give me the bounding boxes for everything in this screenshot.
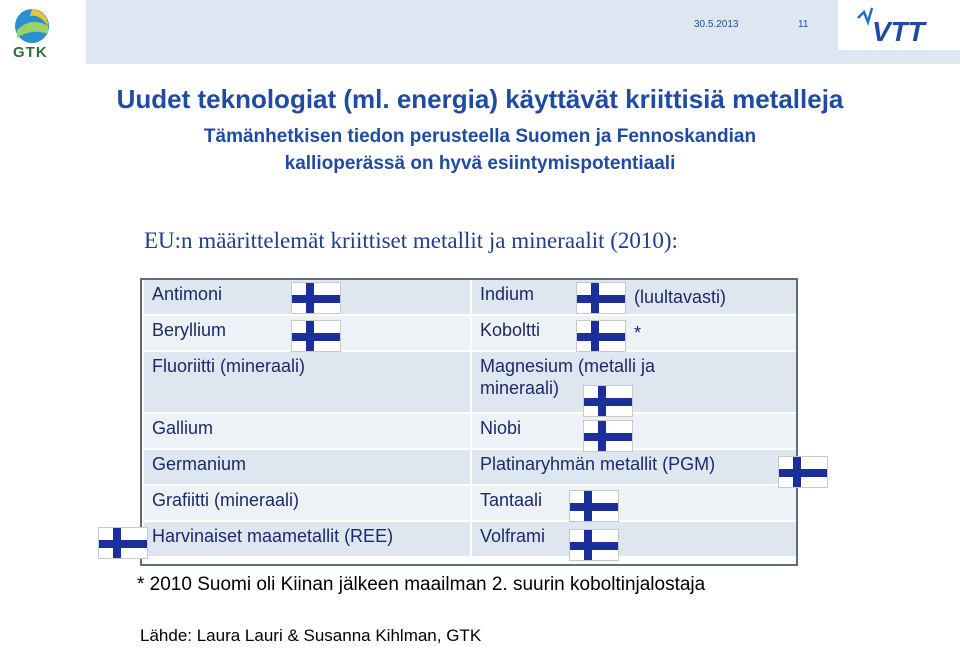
table-cell: Indium [471, 279, 797, 315]
finnish-flag-icon [583, 420, 633, 452]
finnish-flag-icon [569, 490, 619, 522]
vtt-logo-icon [852, 4, 952, 44]
table-cell: Grafiitti (mineraali) [143, 485, 471, 521]
finnish-flag-icon [583, 385, 633, 417]
slide-subtitle-text: Tämänhetkisen tiedon perusteella Suomen ja Fennoskandian kallioperässä on hyvä esiintymispotentiaali [203, 126, 757, 174]
table-row [143, 315, 797, 351]
table-cell: Magnesium (metalli ja mineraali) [471, 351, 797, 413]
critical-metals-table [142, 278, 798, 558]
slide-title: Uudet teknologiat (ml. energia) käyttävät kriittisiä metalleja [116, 84, 844, 114]
finnish-flag-icon [576, 320, 626, 352]
footnote: * 2010 Suomi oli Kiinan jälkeen maailman 2. suurin koboltinjalostaja [137, 574, 706, 595]
table-cell: Germanium [143, 449, 471, 485]
finnish-flag-icon [291, 320, 341, 352]
table-cell: Koboltti [471, 315, 797, 351]
table-cell: Harvinaiset maametallit (REE) [143, 521, 471, 557]
table-cell: Volframi [471, 521, 797, 557]
slide-subtitle [0, 123, 960, 177]
slide-date: 30.5.2013 [694, 19, 739, 30]
table-cell: Gallium [143, 413, 471, 449]
eu-critical-heading: EU:n määrittelemät kriittiset metallit ja mineraalit (2010): [144, 228, 678, 253]
table-row [143, 521, 797, 557]
table-row [143, 413, 797, 449]
table-cell: Platinaryhmän metallit (PGM) [471, 449, 797, 485]
finnish-flag-icon [569, 529, 619, 561]
source-credit: Lähde: Laura Lauri & Susanna Kihlman, GTK [140, 626, 482, 645]
indium-note: (luultavasti) [634, 287, 727, 307]
gtk-logo-text: GTK [13, 44, 48, 61]
slide-page-number: 11 [798, 19, 809, 30]
table-cell: Antimoni [143, 279, 471, 315]
table-row [143, 351, 797, 413]
vtt-logo-text: VTT [872, 16, 925, 44]
table-cell: Niobi [471, 413, 797, 449]
table-cell: Beryllium [143, 315, 471, 351]
table-row [143, 449, 797, 485]
table-row [143, 485, 797, 521]
finnish-flag-icon [98, 527, 148, 559]
header-bar [86, 0, 960, 64]
finnish-flag-icon [778, 456, 828, 488]
finnish-flag-icon [291, 282, 341, 314]
cobalt-note: * [634, 323, 642, 343]
finnish-flag-icon [576, 282, 626, 314]
table-cell: Tantaali [471, 485, 797, 521]
table-cell: Fluoriitti (mineraali) [143, 351, 471, 413]
